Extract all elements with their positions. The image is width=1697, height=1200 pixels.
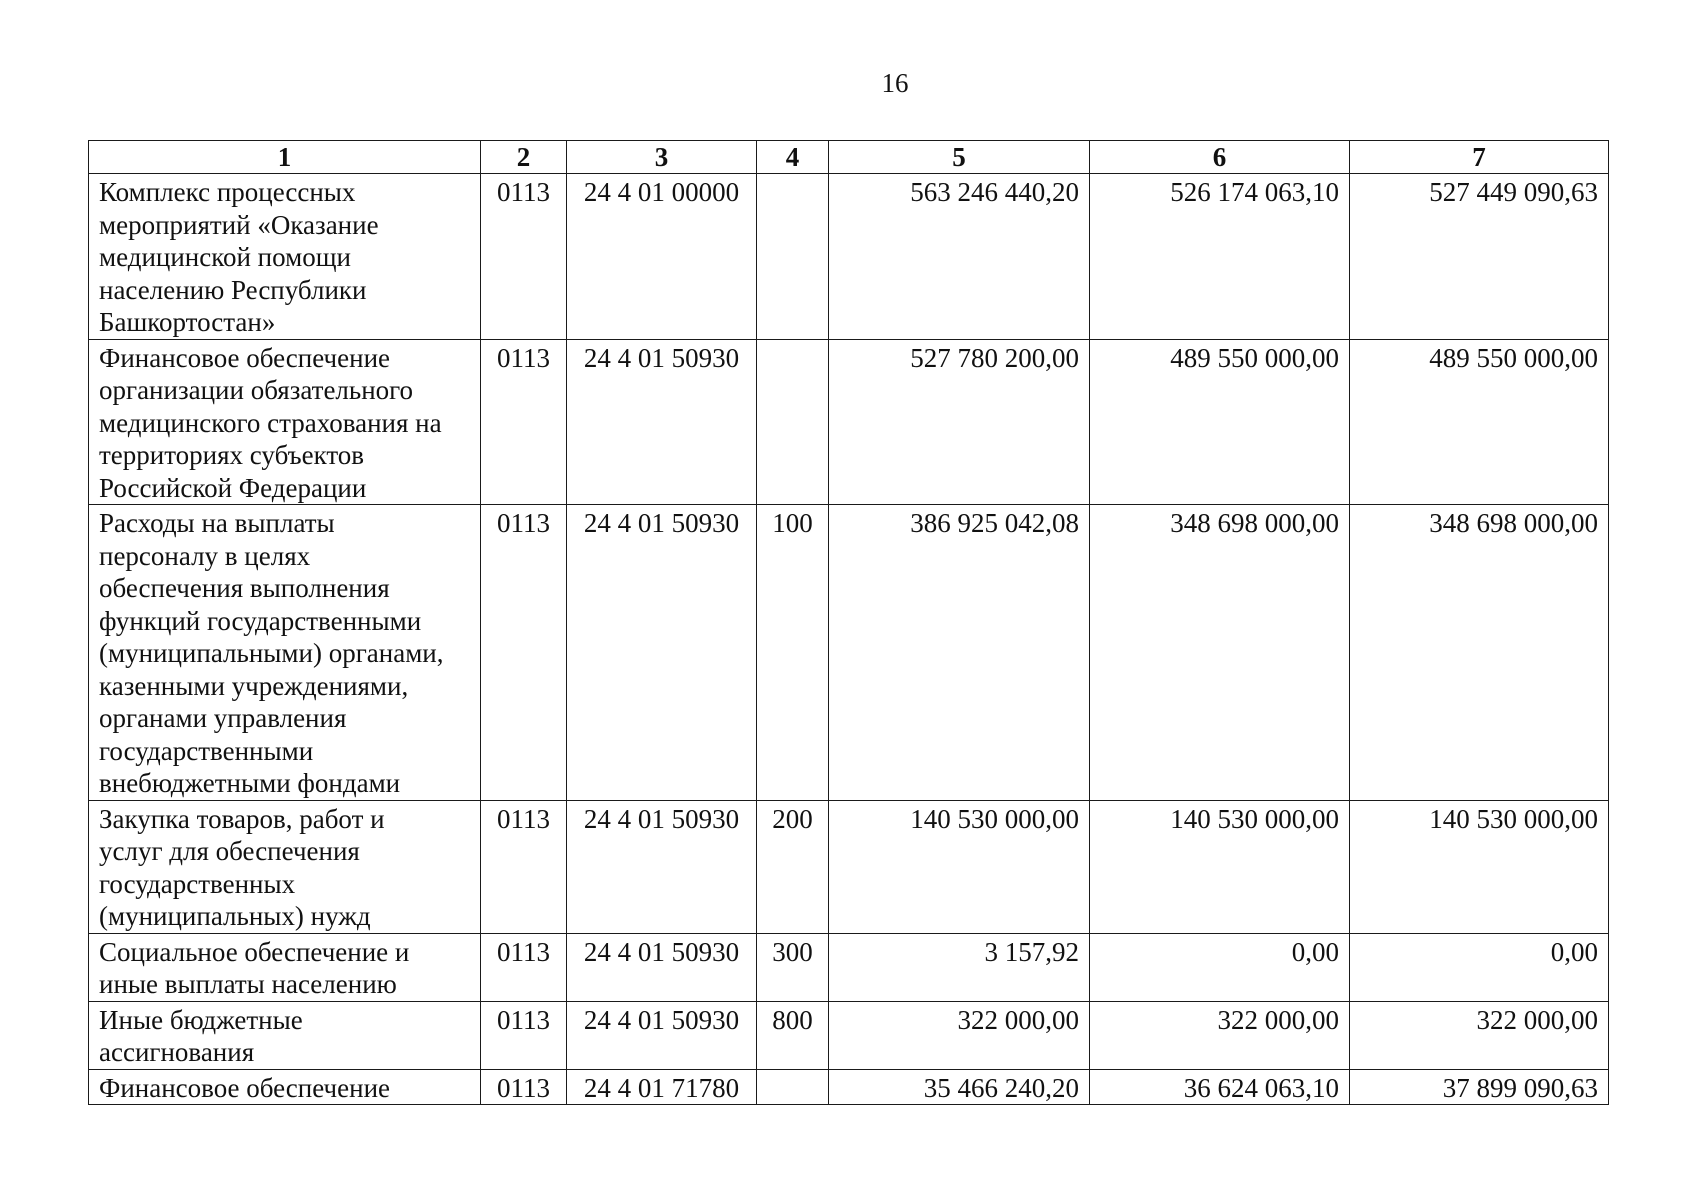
row-amount-6: 489 550 000,00 — [1090, 339, 1350, 505]
row-amount-7: 348 698 000,00 — [1350, 505, 1609, 801]
row-target: 24 4 01 50930 — [567, 1001, 757, 1069]
row-amount-6: 36 624 063,10 — [1090, 1069, 1350, 1105]
row-section: 0113 — [481, 933, 567, 1001]
row-amount-5: 322 000,00 — [829, 1001, 1090, 1069]
table-row — [89, 800, 1609, 933]
row-name: Комплекс процессных мероприятий «Оказание медицинской помощи населению Республики Башкортостан» — [89, 174, 481, 340]
row-amount-7: 140 530 000,00 — [1350, 800, 1609, 933]
row-target: 24 4 01 50930 — [567, 800, 757, 933]
row-target: 24 4 01 71780 — [567, 1069, 757, 1105]
row-amount-7: 0,00 — [1350, 933, 1609, 1001]
row-target: 24 4 01 50930 — [567, 933, 757, 1001]
row-amount-6: 526 174 063,10 — [1090, 174, 1350, 340]
row-section: 0113 — [481, 339, 567, 505]
row-amount-6: 0,00 — [1090, 933, 1350, 1001]
row-name: Финансовое обеспечение организации обязательного медицинского страхования на территориях субъектов Российской Федерации — [89, 339, 481, 505]
row-section: 0113 — [481, 505, 567, 801]
header-col-1: 1 — [89, 141, 481, 174]
table-header — [89, 141, 1609, 174]
row-section: 0113 — [481, 800, 567, 933]
page-number: 16 — [881, 68, 909, 98]
table-row — [89, 933, 1609, 1001]
header-col-5: 5 — [829, 141, 1090, 174]
row-type — [757, 1069, 829, 1105]
header-col-4: 4 — [757, 141, 829, 174]
row-name: Закупка товаров, работ и услуг для обеспечения государственных (муниципальных) нужд — [89, 800, 481, 933]
table-row — [89, 505, 1609, 801]
table-body — [89, 174, 1609, 1105]
table-row — [89, 1001, 1609, 1069]
row-target: 24 4 01 50930 — [567, 505, 757, 801]
header-row — [89, 141, 1609, 174]
row-name: Финансовое обеспечение — [89, 1069, 481, 1105]
row-amount-5: 386 925 042,08 — [829, 505, 1090, 801]
row-name: Расходы на выплаты персоналу в целях обеспечения выполнения функций государственными (муниципальными) органами, казенными учреждениями, органами управления государственными внебюджетными фондами — [89, 505, 481, 801]
header-col-2: 2 — [481, 141, 567, 174]
row-amount-5: 3 157,92 — [829, 933, 1090, 1001]
row-type: 200 — [757, 800, 829, 933]
row-amount-5: 35 466 240,20 — [829, 1069, 1090, 1105]
row-name: Социальное обеспечение и иные выплаты населению — [89, 933, 481, 1001]
row-section: 0113 — [481, 1001, 567, 1069]
row-section: 0113 — [481, 1069, 567, 1105]
row-amount-5: 563 246 440,20 — [829, 174, 1090, 340]
budget-table — [88, 140, 1609, 1105]
row-amount-7: 527 449 090,63 — [1350, 174, 1609, 340]
row-amount-5: 527 780 200,00 — [829, 339, 1090, 505]
row-target: 24 4 01 50930 — [567, 339, 757, 505]
row-amount-7: 489 550 000,00 — [1350, 339, 1609, 505]
row-amount-7: 322 000,00 — [1350, 1001, 1609, 1069]
row-section: 0113 — [481, 174, 567, 340]
table-row — [89, 174, 1609, 340]
row-type: 100 — [757, 505, 829, 801]
header-col-3: 3 — [567, 141, 757, 174]
header-col-6: 6 — [1090, 141, 1350, 174]
row-name: Иные бюджетные ассигнования — [89, 1001, 481, 1069]
row-amount-6: 322 000,00 — [1090, 1001, 1350, 1069]
row-type: 300 — [757, 933, 829, 1001]
row-target: 24 4 01 00000 — [567, 174, 757, 340]
row-amount-6: 140 530 000,00 — [1090, 800, 1350, 933]
row-amount-7: 37 899 090,63 — [1350, 1069, 1609, 1105]
row-type: 800 — [757, 1001, 829, 1069]
table-row — [89, 339, 1609, 505]
row-type — [757, 174, 829, 340]
row-amount-6: 348 698 000,00 — [1090, 505, 1350, 801]
table-row — [89, 1069, 1609, 1105]
row-type — [757, 339, 829, 505]
header-col-7: 7 — [1350, 141, 1609, 174]
row-amount-5: 140 530 000,00 — [829, 800, 1090, 933]
